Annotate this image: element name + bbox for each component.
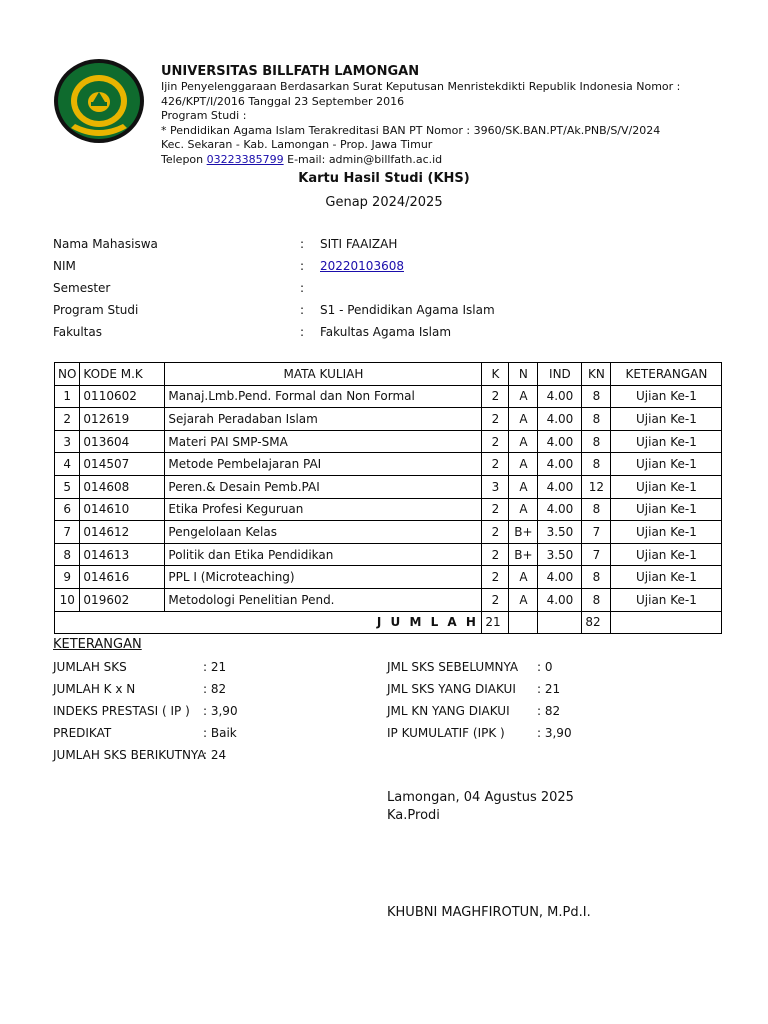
table-cell: 3 <box>482 475 509 498</box>
sign-role: Ka.Prodi <box>387 808 440 823</box>
table-cell: Ujian Ke-1 <box>611 430 722 453</box>
table-cell: 2 <box>482 543 509 566</box>
table-cell: 4.00 <box>538 475 582 498</box>
summary-value: : 21 <box>203 660 227 674</box>
column-header: MATA KULIAH <box>165 363 482 386</box>
table-cell: 014610 <box>80 498 165 521</box>
table-cell: 2 <box>482 566 509 589</box>
table-cell: B+ <box>509 521 538 544</box>
contact-line <box>161 153 680 168</box>
keterangan-title: KETERANGAN <box>53 637 142 652</box>
letterhead-line: Program Studi : <box>161 109 247 122</box>
letterhead-line: * Pendidikan Agama Islam Terakreditasi BAN PT Nomor : 3960/SK.BAN.PT/Ak.PNB/S/V/2024 <box>161 123 661 137</box>
summary-label: JML SKS SEBELUMNYA <box>387 660 519 674</box>
table-cell: 8 <box>582 498 611 521</box>
table-cell: 8 <box>582 430 611 453</box>
table-cell: 12 <box>582 475 611 498</box>
summary-value: : 3,90 <box>203 704 238 718</box>
table-cell: Ujian Ke-1 <box>611 566 722 589</box>
letterhead-line: Kec. Sekaran - Kab. Lamongan - Prop. Jawa Timur <box>161 138 433 151</box>
table-cell: A <box>509 453 538 476</box>
total-empty <box>538 611 582 634</box>
table-cell: 2 <box>482 588 509 611</box>
summary-value: : 0 <box>537 660 553 674</box>
summary-label: JML KN YANG DIAKUI <box>387 704 510 718</box>
table-cell: A <box>509 588 538 611</box>
column-header: KN <box>582 363 611 386</box>
table-cell: A <box>509 408 538 431</box>
table-cell: A <box>509 475 538 498</box>
table-header-row <box>55 363 722 386</box>
nim-link[interactable]: 20220103608 <box>320 259 404 273</box>
table-cell: 014616 <box>80 566 165 589</box>
column-header: KETERANGAN <box>611 363 722 386</box>
table-cell: 4.00 <box>538 588 582 611</box>
table-cell: 8 <box>582 408 611 431</box>
table-row <box>55 543 722 566</box>
column-header: NO <box>55 363 80 386</box>
total-empty <box>611 611 722 634</box>
table-row <box>55 521 722 544</box>
university-name: UNIVERSITAS BILLFATH LAMONGAN <box>161 64 420 79</box>
table-cell: B+ <box>509 543 538 566</box>
table-cell: Ujian Ke-1 <box>611 521 722 544</box>
letterhead-line: Ijin Penyelenggaraan Berdasarkan Surat Keputusan Menristekdikti Republik Indonesia Nomor : <box>161 80 681 93</box>
summary-label: PREDIKAT <box>53 726 112 740</box>
table-cell: 6 <box>55 498 80 521</box>
table-cell: 014613 <box>80 543 165 566</box>
sign-name: KHUBNI MAGHFIROTUN, M.Pd.I. <box>387 905 591 920</box>
table-cell: 8 <box>582 453 611 476</box>
total-empty <box>509 611 538 634</box>
table-cell: Materi PAI SMP-SMA <box>165 430 482 453</box>
table-cell: 1 <box>55 385 80 408</box>
summary-label: JUMLAH SKS <box>53 660 127 674</box>
table-total-row <box>55 611 722 634</box>
table-cell: Politik dan Etika Pendidikan <box>165 543 482 566</box>
table-cell: PPL I (Microteaching) <box>165 566 482 589</box>
table-row <box>55 408 722 431</box>
table-cell: 2 <box>482 385 509 408</box>
info-label: NIM <box>53 259 76 273</box>
table-cell: 2 <box>482 408 509 431</box>
document-title: Kartu Hasil Studi (KHS) <box>298 171 470 186</box>
table-cell: 012619 <box>80 408 165 431</box>
phone-label: Telepon <box>161 152 204 166</box>
table-cell: 4.00 <box>538 385 582 408</box>
table-cell: Pengelolaan Kelas <box>165 521 482 544</box>
table-row <box>55 430 722 453</box>
table-row <box>55 385 722 408</box>
table-cell: 4.00 <box>538 408 582 431</box>
table-cell: Etika Profesi Keguruan <box>165 498 482 521</box>
table-cell: 8 <box>582 566 611 589</box>
table-cell: 0110602 <box>80 385 165 408</box>
table-cell: 10 <box>55 588 80 611</box>
phone-link[interactable]: 03223385799 <box>206 152 284 166</box>
summary-label: INDEKS PRESTASI ( IP ) <box>53 704 190 718</box>
table-cell: 5 <box>55 475 80 498</box>
summary-value: : 24 <box>203 748 227 762</box>
info-label: Fakultas <box>53 325 102 339</box>
university-logo <box>53 58 145 144</box>
table-cell: 4.00 <box>538 453 582 476</box>
table-cell: Ujian Ke-1 <box>611 408 722 431</box>
grades-table-body <box>55 363 722 634</box>
letterhead <box>53 58 753 168</box>
info-colon: : <box>300 325 305 339</box>
table-cell: Ujian Ke-1 <box>611 385 722 408</box>
semester-title: Genap 2024/2025 <box>325 195 443 210</box>
letterhead-text <box>161 64 680 167</box>
total-k: 21 <box>482 611 509 634</box>
info-colon: : <box>300 281 305 295</box>
table-cell: Ujian Ke-1 <box>611 498 722 521</box>
table-cell: 7 <box>582 521 611 544</box>
table-cell: 3.50 <box>538 521 582 544</box>
table-cell: 4.00 <box>538 430 582 453</box>
summary-value: : Baik <box>203 726 237 740</box>
table-cell: Peren.& Desain Pemb.PAI <box>165 475 482 498</box>
table-cell: Ujian Ke-1 <box>611 475 722 498</box>
info-colon: : <box>300 259 305 273</box>
table-cell: 2 <box>482 453 509 476</box>
table-cell: A <box>509 498 538 521</box>
table-cell: 3 <box>55 430 80 453</box>
table-cell: Ujian Ke-1 <box>611 543 722 566</box>
info-value: S1 - Pendidikan Agama Islam <box>320 303 495 317</box>
table-cell: 3.50 <box>538 543 582 566</box>
info-label: Program Studi <box>53 303 139 317</box>
table-cell: 014608 <box>80 475 165 498</box>
table-cell: Metode Pembelajaran PAI <box>165 453 482 476</box>
table-cell: 8 <box>582 588 611 611</box>
summary-label: JUMLAH SKS BERIKUTNYA <box>53 748 206 762</box>
table-cell: A <box>509 566 538 589</box>
table-cell: 014507 <box>80 453 165 476</box>
summary-value: : 82 <box>537 704 561 718</box>
total-kn: 82 <box>582 611 611 634</box>
table-row <box>55 453 722 476</box>
letterhead-line: 426/KPT/I/2016 Tanggal 23 September 2016 <box>161 94 405 108</box>
table-cell: 7 <box>55 521 80 544</box>
table-cell: 4.00 <box>538 566 582 589</box>
table-cell: A <box>509 430 538 453</box>
info-value: Fakultas Agama Islam <box>320 325 452 339</box>
table-cell: 7 <box>582 543 611 566</box>
table-cell: 019602 <box>80 588 165 611</box>
info-label: Semester <box>53 281 111 295</box>
summary-value: : 21 <box>537 682 561 696</box>
table-cell: Ujian Ke-1 <box>611 588 722 611</box>
column-header: K <box>482 363 509 386</box>
table-cell: Metodologi Penelitian Pend. <box>165 588 482 611</box>
info-value: SITI FAAIZAH <box>320 237 398 251</box>
summary-label: JML SKS YANG DIAKUI <box>387 682 516 696</box>
table-cell: 2 <box>482 521 509 544</box>
table-cell: 8 <box>55 543 80 566</box>
summary-label: JUMLAH K x N <box>53 682 136 696</box>
table-cell: 014612 <box>80 521 165 544</box>
table-cell: 8 <box>582 385 611 408</box>
total-label: J U M L A H <box>55 611 482 634</box>
table-cell: 4 <box>55 453 80 476</box>
table-cell: Sejarah Peradaban Islam <box>165 408 482 431</box>
column-header: IND <box>538 363 582 386</box>
summary-value: : 82 <box>203 682 227 696</box>
summary-value: : 3,90 <box>537 726 572 740</box>
table-cell: Manaj.Lmb.Pend. Formal dan Non Formal <box>165 385 482 408</box>
table-cell: Ujian Ke-1 <box>611 453 722 476</box>
column-header: N <box>509 363 538 386</box>
table-cell: 4.00 <box>538 498 582 521</box>
info-colon: : <box>300 303 305 317</box>
table-cell: A <box>509 385 538 408</box>
grades-table <box>54 362 722 634</box>
table-row <box>55 588 722 611</box>
info-colon: : <box>300 237 305 251</box>
table-row <box>55 498 722 521</box>
sign-place-date: Lamongan, 04 Agustus 2025 <box>387 790 574 805</box>
info-label: Nama Mahasiswa <box>53 237 158 251</box>
table-cell: 013604 <box>80 430 165 453</box>
email-text: E-mail: admin@billfath.ac.id <box>287 152 443 166</box>
column-header: KODE M.K <box>80 363 165 386</box>
table-row <box>55 566 722 589</box>
table-row <box>55 475 722 498</box>
table-cell: 2 <box>482 498 509 521</box>
table-cell: 2 <box>55 408 80 431</box>
summary-label: IP KUMULATIF (IPK ) <box>387 726 505 740</box>
table-cell: 9 <box>55 566 80 589</box>
table-cell: 2 <box>482 430 509 453</box>
